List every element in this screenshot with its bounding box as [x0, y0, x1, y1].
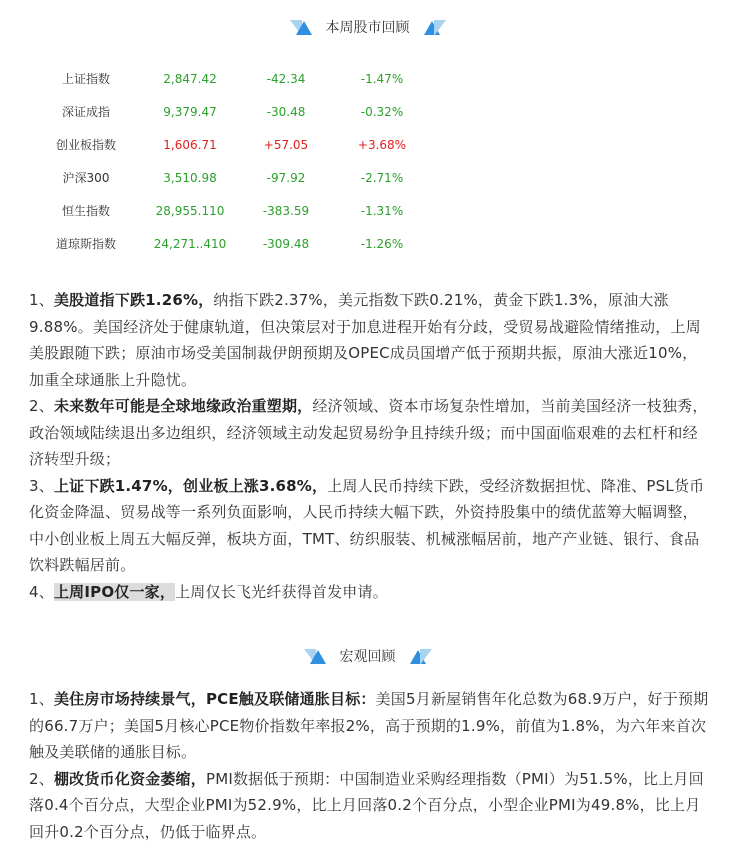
- index-name: 沪深300: [62, 171, 110, 185]
- index-value: 3,510.98: [163, 170, 217, 185]
- index-change-pct: -0.32%: [360, 104, 404, 119]
- table-row: [30, 161, 430, 194]
- index-value: 1,606.71: [163, 137, 217, 152]
- macro-point-2: 2、棚改货币化资金萎缩，PMI数据低于预期：中国制造业采购经理指数（PMI）为51.5%，比上月回落0.4个百分点，大型企业PMI为52.9%，比上月回落0.2个百分点，小型企业PMI为49.8%，比上月回升0.2个百分点，仍低于临界点。: [29, 769, 704, 841]
- macro-review-text: [29, 686, 709, 845]
- stock-point-4: 4、上周IPO仅一家，上周仅长飞光纤获得首发申请。: [29, 582, 388, 601]
- index-change: -383.59: [262, 203, 310, 218]
- section-header-macro: [0, 645, 735, 669]
- index-name: 创业板指数: [55, 138, 116, 152]
- index-change: -309.48: [262, 236, 310, 251]
- triangle-decoration-right-icon: [410, 649, 432, 665]
- table-row: [30, 128, 430, 161]
- index-change: -97.92: [266, 170, 306, 185]
- stock-point-3: 3、上证下跌1.47%，创业板上涨3.68%，上周人民币持续下跌，受经济数据担忧、降准、PSL货币化资金降温、贸易战等一系列负面影响，人民币持续大幅下跌，外资持股集中的绩优蓝筹大幅调整，中小创业板上周五大幅反弹，板块方面，TMT、纺织服装、机械涨幅居前，地产产业链、银行、食品饮料跌幅居前。: [29, 476, 705, 574]
- index-change: -42.34: [266, 71, 306, 86]
- stock-review-text: [29, 287, 709, 605]
- index-value: 24,271..410: [153, 236, 227, 251]
- macro-point-1: 1、美住房市场持续景气，PCE触及联储通胀目标：美国5月新屋销售年化总数为68.9万户，好于预期的66.7万户；美国5月核心PCE物价指数年率报2%，高于预期的1.9%，前值为1.8%，为六年来首次触及美联储的通胀目标。: [29, 690, 709, 761]
- triangle-decoration-left-icon: [304, 649, 326, 665]
- market-index-table: [30, 62, 430, 260]
- index-change-pct: -1.47%: [360, 71, 404, 86]
- index-name: 上证指数: [61, 72, 110, 86]
- index-value: 2,847.42: [163, 71, 217, 86]
- index-change-pct: -2.71%: [360, 170, 404, 185]
- table-row: [30, 95, 430, 128]
- table-row: [30, 194, 430, 227]
- table-row: [30, 62, 430, 95]
- index-value: 28,955.110: [155, 203, 225, 218]
- table-row: [30, 227, 430, 260]
- stock-point-1: 1、美股道指下跌1.26%，纳指下跌2.37%，美元指数下跌0.21%，黄金下跌1.3%，原油大涨9.88%。美国经济处于健康轨道，但决策层对于加息进程开始有分歧，受贸易战避险情绪推动，上周美股跟随下跌；原油市场受美国制裁伊朗预期及OPEC成员国增产低于预期共振，原油大涨近10%，加重全球通胀上升隐忧。: [29, 291, 701, 389]
- stock-point-2: 2、未来数年可能是全球地缘政治重塑期，经济领域、资本市场复杂性增加，当前美国经济一枝独秀，政治领域陆续退出多边组织，经济领域主动发起贸易纷争且持续升级；而中国面临艰难的去杠杆和经济转型升级；: [29, 397, 708, 468]
- triangle-decoration-right-icon: [424, 20, 446, 36]
- index-change-pct: +3.68%: [357, 137, 407, 152]
- section-title-weekly: 本周股市回顾: [325, 20, 410, 36]
- index-value: 9,379.47: [163, 104, 217, 119]
- index-change: -30.48: [266, 104, 306, 119]
- index-change: +57.05: [263, 137, 309, 152]
- triangle-decoration-left-icon: [290, 20, 312, 36]
- index-name: 道琼斯指数: [55, 237, 116, 251]
- index-change-pct: -1.26%: [360, 236, 404, 251]
- index-name: 深证成指: [61, 105, 110, 119]
- section-header-weekly: [0, 16, 735, 40]
- section-title-macro: 宏观回顾: [339, 649, 396, 665]
- index-change-pct: -1.31%: [360, 203, 404, 218]
- index-name: 恒生指数: [61, 204, 110, 218]
